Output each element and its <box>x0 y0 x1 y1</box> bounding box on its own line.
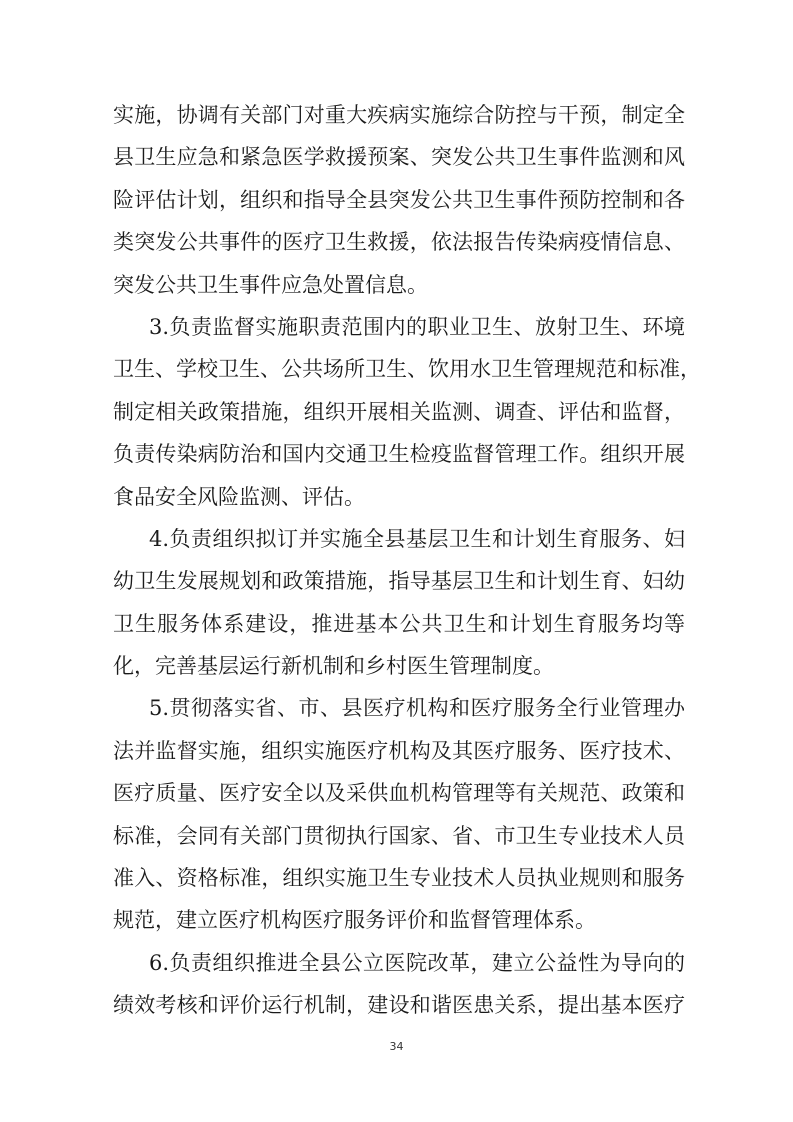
page-number: 34 <box>389 1040 404 1053</box>
paragraph-5-start: 5.贯彻落实省、市、县医疗机构和医疗服务全行业管理办 <box>149 696 685 721</box>
text-line: 县卫生应急和紧急医学救援预案、突发公共卫生事件监测和风 <box>113 145 685 170</box>
text-line: 绩效考核和评价运行机制，建设和谐医患关系，提出基本医疗 <box>113 993 685 1018</box>
text-line: 准入、资格标准，组织实施卫生专业技术人员执业规则和服务 <box>113 866 685 891</box>
text-line: 制定相关政策措施，组织开展相关监测、调查、评估和监督， <box>113 399 685 424</box>
text-line: 幼卫生发展规划和政策措施，指导基层卫生和计划生育、妇幼 <box>113 569 685 594</box>
text-line: 法并监督实施，组织实施医疗机构及其医疗服务、医疗技术、 <box>113 738 685 763</box>
text-line: 化，完善基层运行新机制和乡村医生管理制度。 <box>113 654 554 679</box>
text-line: 险评估计划，组织和指导全县突发公共卫生事件预防控制和各 <box>113 187 685 212</box>
text-line: 医疗质量、医疗安全以及采供血机构管理等有关规范、政策和 <box>113 781 685 806</box>
body-text <box>113 94 701 1027</box>
paragraph-3-start: 3.负责监督实施职责范围内的职业卫生、放射卫生、环境 <box>149 314 685 339</box>
text-line: 类突发公共事件的医疗卫生救援，依法报告传染病疫情信息、 <box>113 230 685 255</box>
paragraph-4-start: 4.负责组织拟订并实施全县基层卫生和计划生育服务、妇 <box>149 526 685 551</box>
text-line: 卫生、学校卫生、公共场所卫生、饮用水卫生管理规范和标准， <box>113 357 701 382</box>
text-line: 卫生服务体系建设，推进基本公共卫生和计划生育服务均等 <box>113 611 685 636</box>
text-line: 标准，会同有关部门贯彻执行国家、省、市卫生专业技术人员 <box>113 823 685 848</box>
text-line: 食品安全风险监测、评估。 <box>113 484 365 509</box>
text-line: 规范，建立医疗机构医疗服务评价和监督管理体系。 <box>113 908 596 933</box>
text-line: 突发公共卫生事件应急处置信息。 <box>113 272 428 297</box>
paragraph-6-start: 6.负责组织推进全县公立医院改革，建立公益性为导向的 <box>149 950 685 975</box>
text-line: 实施，协调有关部门对重大疾病实施综合防控与干预，制定全 <box>113 103 685 127</box>
text-line: 负责传染病防治和国内交通卫生检疫监督管理工作。组织开展 <box>113 442 685 467</box>
